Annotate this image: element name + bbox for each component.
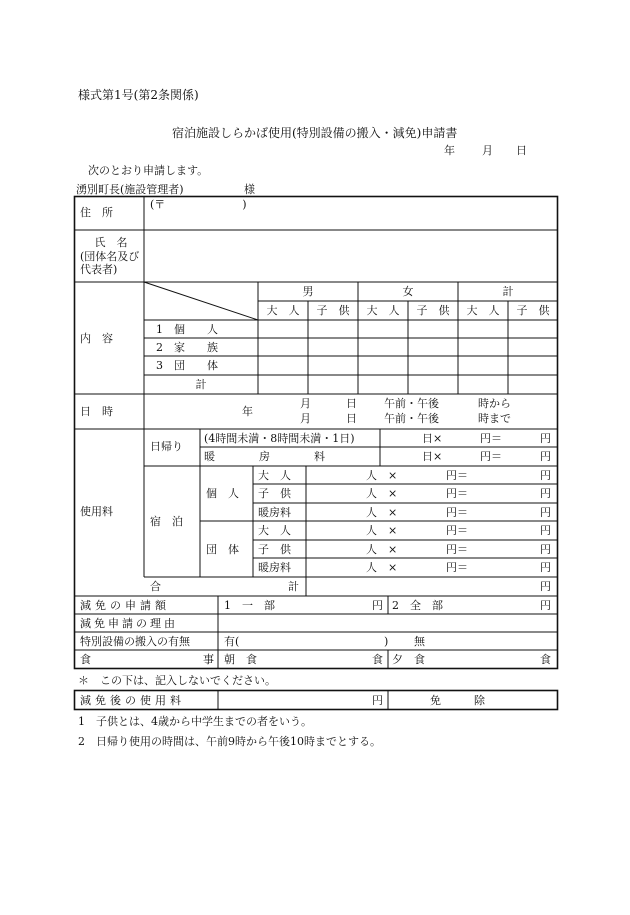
date-day: 日 [516,144,527,157]
ind-heating-unit: 人 × [366,506,398,519]
stay-individual-label: 個 人 [206,487,239,500]
datetime-year: 年 [242,405,253,418]
footnote-2: 2 日帰り使用の時間は、午前9時から午後10時までとする。 [78,735,381,748]
equipment-yes: 有( [224,635,240,648]
ind-child-yen: 円 [540,487,551,500]
reduction-full: 2 全 部 [392,599,443,612]
grp-child-unit: 人 × [366,543,398,556]
reduction-full-yen: 円 [540,599,551,612]
ind-child-unit: 人 × [366,487,398,500]
address-label: 住 所 [80,206,113,219]
start-day: 日 [346,397,357,410]
form-title: 宿泊施設しらかば使用(特別設備の搬入・減免)申請書 [172,126,458,140]
fee-total-label: 合 [150,580,161,593]
fee-total-yen: 円 [540,580,551,593]
grp-child-yen: 円 [540,543,551,556]
honorific: 様 [244,183,255,196]
row-group: 3 団 体 [156,359,218,372]
sub-adult-f: 大 人 [366,304,400,317]
start-month: 月 [300,397,311,410]
ind-adult-yen: 円 [540,469,551,482]
grp-adult-eq: 円＝ [446,524,468,537]
postal-code-field[interactable]: (〒 ) [150,198,247,211]
date-year: 年 [444,144,455,157]
footnote-1: 1 子供とは、4歳から中学生までの者をいう。 [78,715,312,728]
end-month: 月 [300,412,311,425]
grp-heating-unit: 人 × [366,561,398,574]
reduction-reason-label: 減免申請の理由 [80,617,178,630]
ind-heating-eq: 円＝ [446,506,468,519]
end-day: 日 [346,412,357,425]
sub-adult-m: 大 人 [266,304,300,317]
row-individual: 1 個 人 [156,323,218,336]
grp-heating-yen: 円 [540,561,551,574]
breakfast-label: 朝 食 [224,653,257,666]
equipment-label: 特別設備の搬入の有無 [80,635,190,648]
intro-text: 次のとおり申請します。 [88,164,209,177]
stay-group-label: 団 体 [206,543,239,556]
exemption-label: 免 除 [430,694,485,707]
day-trip-duration: (4時間未満・8時間未満・1日) [204,432,355,445]
group-total: 計 [502,285,514,298]
grp-adult: 大 人 [258,524,291,537]
ind-adult-unit: 人 × [366,469,398,482]
group-female: 女 [402,285,414,298]
ind-heating: 暖房料 [258,506,291,519]
grp-child: 子 供 [258,543,291,556]
grp-heating: 暖房料 [258,561,291,574]
name-label: 氏 名 [94,236,128,249]
stay-label: 宿 泊 [150,515,183,528]
end-time: 時まで [478,412,511,425]
ind-child-eq: 円＝ [446,487,468,500]
start-time: 時から [478,397,511,410]
sub-adult-t: 大 人 [466,304,500,317]
date-month: 月 [482,144,493,157]
end-ampm: 午前・午後 [384,412,439,425]
fee-total-label2: 計 [288,580,299,593]
start-ampm: 午前・午後 [384,397,439,410]
day-trip-label: 日帰り [150,440,183,453]
form-number: 様式第1号(第2条関係) [78,88,199,102]
heating-yen: 円 [540,450,551,463]
day-trip-unit: 日× [422,432,443,445]
dinner-unit: 食 [540,653,551,666]
sub-child-t: 子 供 [516,304,550,317]
heating-label: 暖 房 料 [204,450,325,463]
reduction-partial: 1 一 部 [224,599,275,612]
addressee: 湧別町長(施設管理者) [76,183,184,196]
day-trip-eq: 円＝ [480,432,502,445]
after-reduction-label: 減免後の使用料 [80,694,185,707]
name-sublabel: (団体名及び代表者) [80,250,140,276]
row-family: 2 家 族 [156,341,218,354]
group-male: 男 [302,285,314,298]
office-use-note: ＊ この下は、記入しないでください。 [78,674,276,687]
grp-heating-eq: 円＝ [446,561,468,574]
contents-total-label: 計 [195,378,207,391]
grp-adult-unit: 人 × [366,524,398,537]
breakfast-unit: 食 [372,653,383,666]
equipment-close: ) [384,635,389,648]
usage-fee-label: 使用料 [80,505,113,518]
datetime-label: 日 時 [80,405,113,418]
meals-label: 食 事 [80,653,214,666]
sub-child-m: 子 供 [316,304,350,317]
equipment-no: 無 [414,635,425,648]
dinner-label: 夕 食 [392,653,425,666]
ind-adult: 大 人 [258,469,291,482]
heating-unit: 日× [422,450,443,463]
reduction-partial-yen: 円 [372,599,383,612]
ind-child: 子 供 [258,487,291,500]
reduction-label: 減免の申請額 [80,599,170,612]
sub-child-f: 子 供 [416,304,450,317]
heating-eq: 円＝ [480,450,502,463]
day-trip-yen: 円 [540,432,551,445]
ind-heating-yen: 円 [540,506,551,519]
contents-label: 内 容 [80,332,113,345]
ind-adult-eq: 円＝ [446,469,468,482]
grp-adult-yen: 円 [540,524,551,537]
after-reduction-yen: 円 [372,694,383,707]
grp-child-eq: 円＝ [446,543,468,556]
